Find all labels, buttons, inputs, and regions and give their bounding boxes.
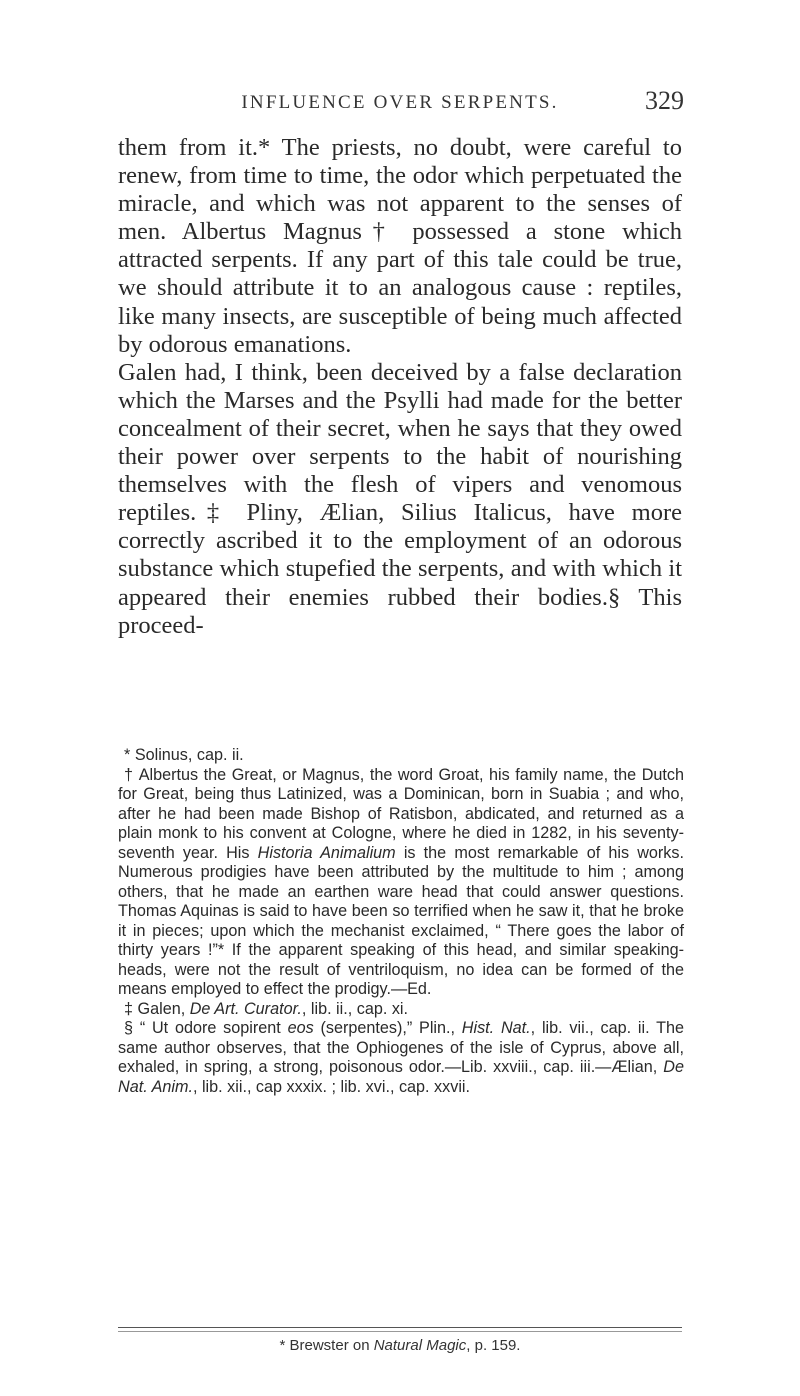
footnote-text: , lib. vii., cap. ii. The same author observes, that the Ophiogenes of the isle of Cyprus, above all, exhaled, in spring, a strong, poisonous odor.—Lib. xxviii., cap. iii.—Ælian, <box>118 1019 684 1076</box>
footnote-divider <box>118 1327 682 1328</box>
paragraph-2: Galen had, I think, been deceived by a false declaration which the Marses and the Psylli had made for the better concealment of their secret, when he says that they owed their power over serpents to the habit of nourishing themselves with the flesh of vipers and venomous reptiles.‡ Pliny, Ælian, Silius Italicus, have more correctly ascribed it to the employment of an odorous substance which stupefied the serpents, and with which it appeared their enemies rubbed their bodies.§ This proceed- <box>118 358 682 639</box>
book-title: De Art. Curator. <box>189 999 302 1018</box>
footnote-text: (serpentes),” Plin., <box>313 1019 462 1037</box>
footnote-text: is the most remarkable of his works. Numerous prodigies have been attributed by the multitude to him ; among others, that he made an earthen ware head that could answer questions. Thomas Aquinas is said to have been so terrified when he saw it, that he broke it in pieces; upon which the mechanist exclaimed, “ There goes the labor of thirty years !”* If the apparent speaking of this head, and similar speaking-heads, were not the result of ventriloquism, no idea can be formed of the means employed to effect the prodigy.—Ed. <box>118 843 684 998</box>
book-title: Historia Animalium <box>257 843 396 862</box>
footnote-text: , lib. ii., cap. xi. <box>301 999 409 1018</box>
footnote-divider-secondary <box>118 1331 682 1332</box>
footnote-section <box>118 1019 684 1097</box>
footnote-text: Solinus, cap. ii. <box>134 746 244 764</box>
footnote-text: “ Ut odore sopirent <box>139 1019 288 1037</box>
footnote-dagger <box>118 766 684 1000</box>
footnotes <box>118 746 684 1097</box>
footnote-mark: † <box>124 765 135 784</box>
bottom-note-suffix: , p. 159. <box>466 1337 521 1354</box>
latin-word: eos <box>287 1019 314 1037</box>
book-title: Natural Magic <box>373 1337 467 1354</box>
footnote-mark: ‡ <box>124 999 134 1018</box>
bottom-note-prefix: * Brewster on <box>279 1337 374 1354</box>
footnote-double-dagger <box>118 1000 684 1020</box>
book-title: Hist. Nat. <box>461 1019 531 1037</box>
paragraph-1: them from it.* The priests, no doubt, were careful to renew, from time to time, the odor which perpetuated the miracle, and which was not apparent to the senses of men. Albertus Magnus† possessed a stone which attracted serpents. If any part of this tale could be true, we should attribute it to an analogous cause : reptiles, like many insects, are susceptible of being much affected by odorous emanations. <box>118 134 682 358</box>
running-title: INFLUENCE OVER SERPENTS. <box>241 92 559 113</box>
footnote-star <box>118 746 684 766</box>
book-title: De Nat. Anim. <box>118 1058 684 1096</box>
footnote-mark: * <box>124 746 131 764</box>
footnote-text: Albertus the Great, or Magnus, the word Groat, his family name, the Dutch for Great, being thus Latinized, was a Dominican, born in Suabia ; and who, after he had been made Bishop of Ratisbon, abdicated, and returned as a plain monk to his convent at Cologne, where he died in 1282, in his seventy-seventh year. His <box>118 765 684 862</box>
footnote-text: , lib. xii., cap xxxix. ; lib. xvi., cap. xxvii. <box>192 1077 471 1096</box>
footnote-mark: § <box>124 1019 134 1037</box>
bottom-note <box>0 1337 800 1354</box>
footnote-text: Galen, <box>137 999 190 1018</box>
page-number: 329 <box>645 86 684 115</box>
main-text <box>118 134 682 640</box>
